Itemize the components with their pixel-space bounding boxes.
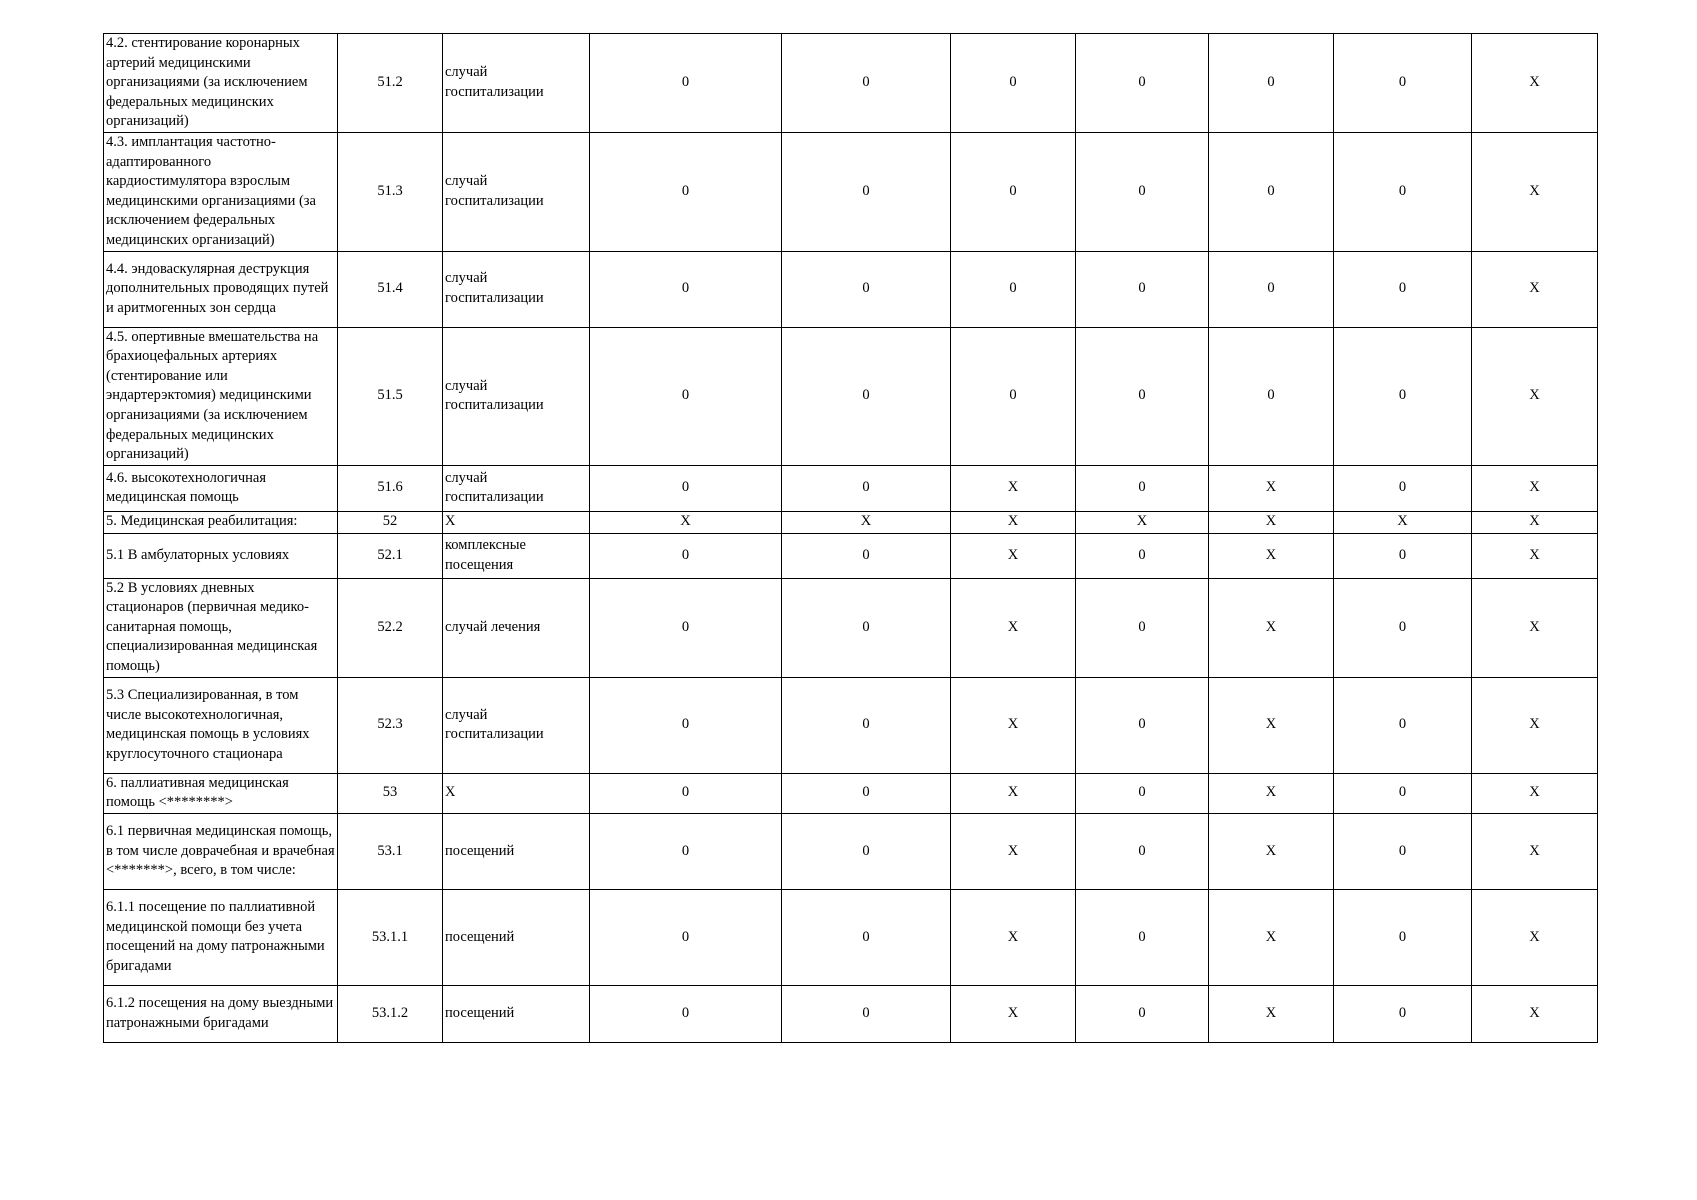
row-name-cell: 4.3. имплантация частотно-адаптированного кардиостимулятора взрослым медицинскими организациями (за исключением федеральных медицинских организаций) bbox=[104, 132, 338, 251]
value-cell: X bbox=[951, 985, 1076, 1042]
value-cell: 0 bbox=[1076, 985, 1209, 1042]
value-cell: 0 bbox=[1334, 677, 1472, 773]
table-row bbox=[104, 132, 1598, 251]
row-code-cell: 53.1.2 bbox=[338, 985, 443, 1042]
table-row bbox=[104, 511, 1598, 533]
row-code-cell: 53 bbox=[338, 773, 443, 813]
value-cell: X bbox=[1472, 533, 1598, 578]
table-row bbox=[104, 889, 1598, 985]
row-name-cell: 4.4. эндоваскулярная деструкция дополнительных проводящих путей и аритмогенных зон сердца bbox=[104, 251, 338, 327]
row-unit-cell: случай госпитализации bbox=[443, 132, 590, 251]
row-unit-cell: посещений bbox=[443, 985, 590, 1042]
row-code-cell: 53.1.1 bbox=[338, 889, 443, 985]
value-cell: X bbox=[1209, 985, 1334, 1042]
value-cell: X bbox=[1472, 889, 1598, 985]
value-cell: 0 bbox=[951, 327, 1076, 465]
table-row bbox=[104, 677, 1598, 773]
value-cell: X bbox=[951, 511, 1076, 533]
value-cell: 0 bbox=[951, 132, 1076, 251]
value-cell: 0 bbox=[1209, 251, 1334, 327]
row-code-cell: 51.2 bbox=[338, 34, 443, 133]
value-cell: 0 bbox=[590, 773, 782, 813]
value-cell: X bbox=[1472, 34, 1598, 133]
value-cell: X bbox=[1472, 465, 1598, 511]
value-cell: 0 bbox=[1334, 773, 1472, 813]
value-cell: 0 bbox=[951, 251, 1076, 327]
value-cell: 0 bbox=[782, 533, 951, 578]
row-name-cell: 6.1.2 посещения на дому выездными патронажными бригадами bbox=[104, 985, 338, 1042]
value-cell: 0 bbox=[1334, 251, 1472, 327]
value-cell: 0 bbox=[782, 251, 951, 327]
value-cell: 0 bbox=[1334, 327, 1472, 465]
row-unit-cell: комплексные посещения bbox=[443, 533, 590, 578]
row-name-cell: 4.2. стентирование коронарных артерий медицинскими организациями (за исключением федеральных медицинских организаций) bbox=[104, 34, 338, 133]
value-cell: X bbox=[1472, 773, 1598, 813]
value-cell: 0 bbox=[782, 327, 951, 465]
value-cell: 0 bbox=[590, 985, 782, 1042]
value-cell: X bbox=[1209, 813, 1334, 889]
row-unit-cell: случай госпитализации bbox=[443, 465, 590, 511]
value-cell: X bbox=[951, 677, 1076, 773]
value-cell: 0 bbox=[1334, 533, 1472, 578]
row-name-cell: 4.5. опертивные вмешательства на брахиоцефальных артериях (стентирование или эндартерэктомия) медицинскими организациями (за исключением федеральных медицинских организаций) bbox=[104, 327, 338, 465]
value-cell: X bbox=[1472, 985, 1598, 1042]
value-cell: X bbox=[951, 465, 1076, 511]
row-name-cell: 5. Медицинская реабилитация: bbox=[104, 511, 338, 533]
value-cell: 0 bbox=[1076, 251, 1209, 327]
value-cell: 0 bbox=[1334, 34, 1472, 133]
value-cell: X bbox=[1334, 511, 1472, 533]
table-row bbox=[104, 533, 1598, 578]
value-cell: 0 bbox=[590, 34, 782, 133]
value-cell: 0 bbox=[1076, 327, 1209, 465]
row-name-cell: 6. паллиативная медицинская помощь <********> bbox=[104, 773, 338, 813]
value-cell: 0 bbox=[1334, 465, 1472, 511]
row-name-cell: 5.2 В условиях дневных стационаров (первичная медико-санитарная помощь, специализированная медицинская помощь) bbox=[104, 578, 338, 677]
value-cell: 0 bbox=[1076, 773, 1209, 813]
value-cell: 0 bbox=[590, 251, 782, 327]
row-code-cell: 51.4 bbox=[338, 251, 443, 327]
row-unit-cell: случай лечения bbox=[443, 578, 590, 677]
table-row bbox=[104, 578, 1598, 677]
table-row bbox=[104, 327, 1598, 465]
value-cell: 0 bbox=[1076, 465, 1209, 511]
value-cell: 0 bbox=[782, 889, 951, 985]
value-cell: 0 bbox=[1076, 34, 1209, 133]
value-cell: 0 bbox=[1076, 677, 1209, 773]
row-unit-cell: посещений bbox=[443, 889, 590, 985]
value-cell: X bbox=[1209, 578, 1334, 677]
value-cell: 0 bbox=[1076, 813, 1209, 889]
row-code-cell: 51.6 bbox=[338, 465, 443, 511]
row-code-cell: 52.3 bbox=[338, 677, 443, 773]
row-unit-cell: случай госпитализации bbox=[443, 327, 590, 465]
value-cell: X bbox=[951, 889, 1076, 985]
value-cell: X bbox=[1209, 533, 1334, 578]
value-cell: 0 bbox=[1209, 34, 1334, 133]
row-unit-cell: X bbox=[443, 773, 590, 813]
value-cell: X bbox=[1472, 578, 1598, 677]
value-cell: X bbox=[1209, 511, 1334, 533]
value-cell: 0 bbox=[782, 578, 951, 677]
row-name-cell: 5.3 Специализированная, в том числе высокотехнологичная, медицинская помощь в условиях круглосуточного стационара bbox=[104, 677, 338, 773]
table-row bbox=[104, 465, 1598, 511]
row-name-cell: 5.1 В амбулаторных условиях bbox=[104, 533, 338, 578]
value-cell: X bbox=[782, 511, 951, 533]
value-cell: 0 bbox=[1334, 578, 1472, 677]
row-name-cell: 6.1 первичная медицинская помощь, в том числе доврачебная и врачебная <*******>, всего, в том числе: bbox=[104, 813, 338, 889]
value-cell: 0 bbox=[1334, 813, 1472, 889]
value-cell: 0 bbox=[782, 132, 951, 251]
row-unit-cell: посещений bbox=[443, 813, 590, 889]
value-cell: X bbox=[1209, 773, 1334, 813]
table-row bbox=[104, 985, 1598, 1042]
value-cell: 0 bbox=[951, 34, 1076, 133]
table-row bbox=[104, 773, 1598, 813]
value-cell: 0 bbox=[1334, 132, 1472, 251]
value-cell: X bbox=[1472, 132, 1598, 251]
value-cell: 0 bbox=[590, 533, 782, 578]
value-cell: 0 bbox=[590, 327, 782, 465]
value-cell: 0 bbox=[782, 813, 951, 889]
value-cell: 0 bbox=[1076, 533, 1209, 578]
value-cell: 0 bbox=[782, 465, 951, 511]
value-cell: X bbox=[951, 578, 1076, 677]
value-cell: X bbox=[1209, 465, 1334, 511]
row-unit-cell: X bbox=[443, 511, 590, 533]
table-row bbox=[104, 251, 1598, 327]
row-unit-cell: случай госпитализации bbox=[443, 251, 590, 327]
row-code-cell: 52.1 bbox=[338, 533, 443, 578]
value-cell: 0 bbox=[590, 813, 782, 889]
row-code-cell: 52 bbox=[338, 511, 443, 533]
value-cell: X bbox=[1472, 511, 1598, 533]
value-cell: 0 bbox=[1076, 578, 1209, 677]
row-code-cell: 52.2 bbox=[338, 578, 443, 677]
value-cell: 0 bbox=[590, 465, 782, 511]
value-cell: X bbox=[1472, 251, 1598, 327]
value-cell: X bbox=[1472, 813, 1598, 889]
value-cell: X bbox=[951, 813, 1076, 889]
value-cell: 0 bbox=[1209, 327, 1334, 465]
value-cell: X bbox=[1472, 327, 1598, 465]
value-cell: 0 bbox=[782, 34, 951, 133]
row-code-cell: 51.5 bbox=[338, 327, 443, 465]
value-cell: 0 bbox=[1076, 132, 1209, 251]
value-cell: 0 bbox=[782, 773, 951, 813]
row-unit-cell: случай госпитализации bbox=[443, 34, 590, 133]
row-code-cell: 53.1 bbox=[338, 813, 443, 889]
value-cell: X bbox=[951, 533, 1076, 578]
table-row bbox=[104, 34, 1598, 133]
value-cell: 0 bbox=[782, 985, 951, 1042]
value-cell: 0 bbox=[1209, 132, 1334, 251]
value-cell: 0 bbox=[590, 132, 782, 251]
value-cell: X bbox=[590, 511, 782, 533]
row-code-cell: 51.3 bbox=[338, 132, 443, 251]
table-body bbox=[104, 34, 1598, 1043]
data-table bbox=[103, 33, 1598, 1043]
value-cell: 0 bbox=[590, 578, 782, 677]
value-cell: X bbox=[951, 773, 1076, 813]
value-cell: X bbox=[1209, 889, 1334, 985]
value-cell: X bbox=[1472, 677, 1598, 773]
row-name-cell: 6.1.1 посещение по паллиативной медицинской помощи без учета посещений на дому патронажными бригадами bbox=[104, 889, 338, 985]
value-cell: 0 bbox=[1334, 889, 1472, 985]
value-cell: 0 bbox=[590, 889, 782, 985]
table-row bbox=[104, 813, 1598, 889]
value-cell: 0 bbox=[1076, 889, 1209, 985]
row-unit-cell: случай госпитализации bbox=[443, 677, 590, 773]
value-cell: 0 bbox=[1334, 985, 1472, 1042]
value-cell: X bbox=[1076, 511, 1209, 533]
row-name-cell: 4.6. высокотехнологичная медицинская помощь bbox=[104, 465, 338, 511]
value-cell: 0 bbox=[590, 677, 782, 773]
value-cell: X bbox=[1209, 677, 1334, 773]
value-cell: 0 bbox=[782, 677, 951, 773]
